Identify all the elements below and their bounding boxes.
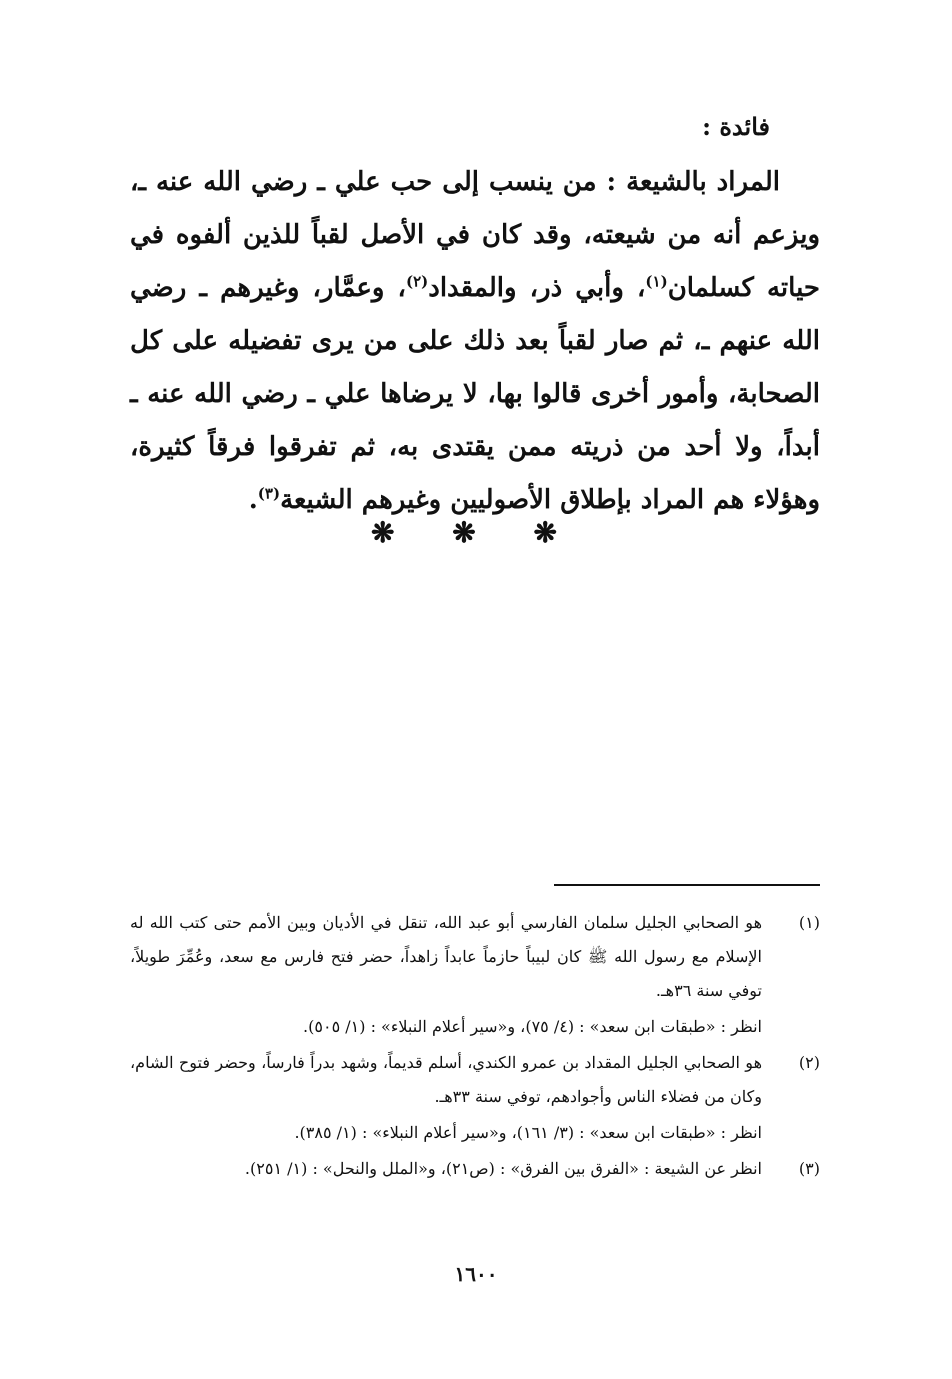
footnote-ref-2[interactable]: (٢): [405, 272, 429, 291]
footnote-ref-1[interactable]: (١): [645, 272, 668, 291]
footnote-divider: [554, 884, 820, 886]
footnote-number: (١): [798, 913, 820, 932]
footnote-text: هو الصحابي الجليل المقداد بن عمرو الكندي، أسلم قديماً، وشهد بدراً فارساً، وحضر فتوح الشام، وكان من فضلاء الناس وأجوادهم، توفي سنة ٣٣هـ.: [130, 1053, 762, 1106]
paragraph-text-1: المراد بالشيعة : من ينسب إلى حب علي ـ رضي الله عنه ـ، ويزعم أنه من شيعته، وقد كان في الأصل لقباً للذين ألفوه في حياته كسلمان: [130, 167, 821, 303]
paragraph-text-4: .: [248, 485, 258, 515]
footnote-text: هو الصحابي الجليل سلمان الفارسي أبو عبد الله، تنقل في الأديان وبين الأمم حتى كتب الله له الإسلام مع رسول الله ﷺ كان لبيباً حازماً عابداً زاهداً، حضر فتح فارس مع سعد، وعُمِّرَ طويلاً، توفي سنة ٣٦هـ.: [130, 913, 762, 1000]
section-heading: فائدة :: [702, 112, 770, 141]
footnote-number: (٣): [798, 1159, 820, 1178]
main-paragraph: [130, 156, 820, 527]
footnote-text: انظر عن الشيعة : «الفرق بين الفرق» : (ص٢١)، و«الملل والنحل» : (١/ ٢٥١).: [244, 1159, 762, 1178]
paragraph-text-2: ، وأبي ذر، والمقداد: [428, 273, 646, 303]
footnote-reference: انظر : «طبقات ابن سعد» : (٣/ ١٦١)، و«سير أعلام النبلاء» : (١/ ٣٨٥).: [294, 1123, 762, 1142]
paragraph-text-3: ، وعمَّار، وغيرهم ـ رضي الله عنهم ـ، ثم صار لقباً بعد ذلك على من يرى تفضيله على كل الصحابة، وأمور أخرى قالوا بها، لا يرضاها علي ـ رضي الله عنه ـ أبداً، ولا أحد من ذريته ممن يقتدى به، ثم تفرقوا فرقاً كثيرة، وهؤلاء هم المراد بإطلاق الأصوليين وغيرهم الشيعة: [130, 273, 820, 515]
footnote-number: (٢): [798, 1053, 820, 1072]
footnote-reference: انظر : «طبقات ابن سعد» : (٤/ ٧٥)، و«سير أعلام النبلاء» : (١/ ٥٠٥).: [303, 1017, 762, 1036]
footnotes: [130, 906, 820, 1188]
section-separator: ❋ ❋ ❋: [371, 516, 581, 549]
page-number: ١٦٠٠: [454, 1262, 498, 1286]
footnote-ref-3[interactable]: (٣): [257, 484, 281, 503]
footnote-3: [130, 1152, 820, 1186]
footnote-2: [130, 1046, 820, 1114]
footnote-1: [130, 906, 820, 1008]
